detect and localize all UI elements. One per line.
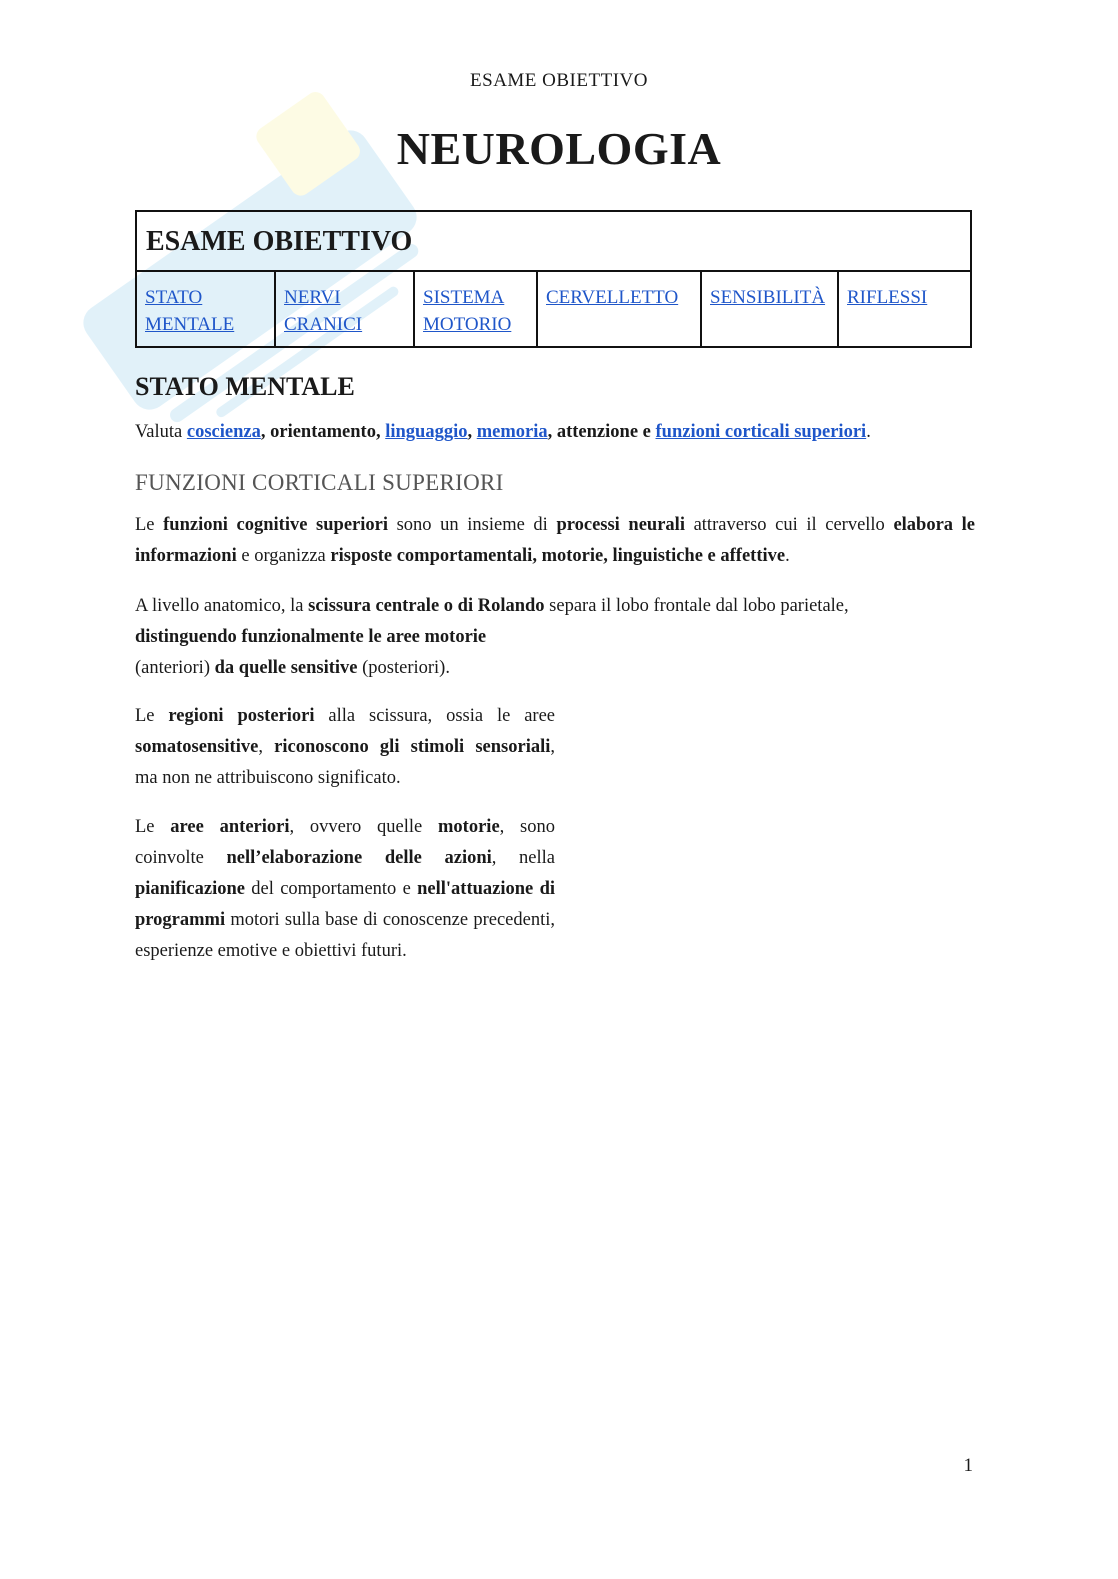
link-nervi-cranici[interactable]: NERVI CRANICI [284,287,363,335]
intro-paragraph: Valuta coscienza, orientamento, linguaggio, memoria, attenzione e funzioni corticali superiori. [135,422,871,442]
section-title-stato-mentale: STATO MENTALE [135,372,355,401]
index-cell-nervi-cranici [275,271,414,347]
paragraph-4: Le aree anteriori, ovvero quelle motorie, sono coinvolte nell’elaborazione delle azioni, nella pianificazione del comportamento e nell'attuazione di programmi motori sulla base di conoscenze precedenti, esperienze emotive e obiettivi futuri. [135,817,556,961]
link-cervelletto[interactable]: CERVELLETTO [546,287,679,308]
index-title: ESAME OBIETTIVO [136,211,971,271]
link-riflessi[interactable]: RIFLESSI [847,287,928,308]
index-cell-sensibilita [701,271,838,347]
subsection-title: FUNZIONI CORTICALI SUPERIORI [135,470,504,495]
link-linguaggio[interactable]: linguaggio [385,422,468,442]
index-cell-stato-mentale [136,271,275,347]
paragraph-3: Le regioni posteriori alla scissura, ossia le aree somatosensitive, riconoscono gli stimoli sensoriali, ma non ne attribuiscono significato. [135,706,555,788]
index-cell-sistema-motorio [414,271,537,347]
page-title: NEUROLOGIA [396,123,722,174]
paragraph-1: Le funzioni cognitive superiori sono un insieme di processi neurali attraverso cui il cervello elabora le informazioni e organizza risposte comportamentali, motorie, linguistiche e affettive. [135,515,976,566]
index-cell-cervelletto [537,271,701,347]
paragraph-2: A livello anatomico, la scissura centrale o di Rolando separa il lobo frontale dal lobo parietale, distinguendo funzionalmente le aree motorie (anteriori) da quelle sensitive (posteriori). [135,596,849,678]
link-coscienza[interactable]: coscienza [186,422,261,442]
link-sensibilita[interactable]: SENSIBILITÀ [710,287,826,308]
running-header: ESAME OBIETTIVO [470,70,648,91]
link-memoria[interactable]: memoria [476,422,548,442]
link-sistema-motorio[interactable]: SISTEMA MOTORIO [423,287,512,335]
link-funzioni-corticali[interactable]: funzioni corticali superiori [655,422,867,442]
link-stato-mentale[interactable]: STATO MENTALE [145,287,235,335]
page-number: 1 [963,1455,973,1476]
index-cell-riflessi [838,271,971,347]
index-table [135,210,972,348]
